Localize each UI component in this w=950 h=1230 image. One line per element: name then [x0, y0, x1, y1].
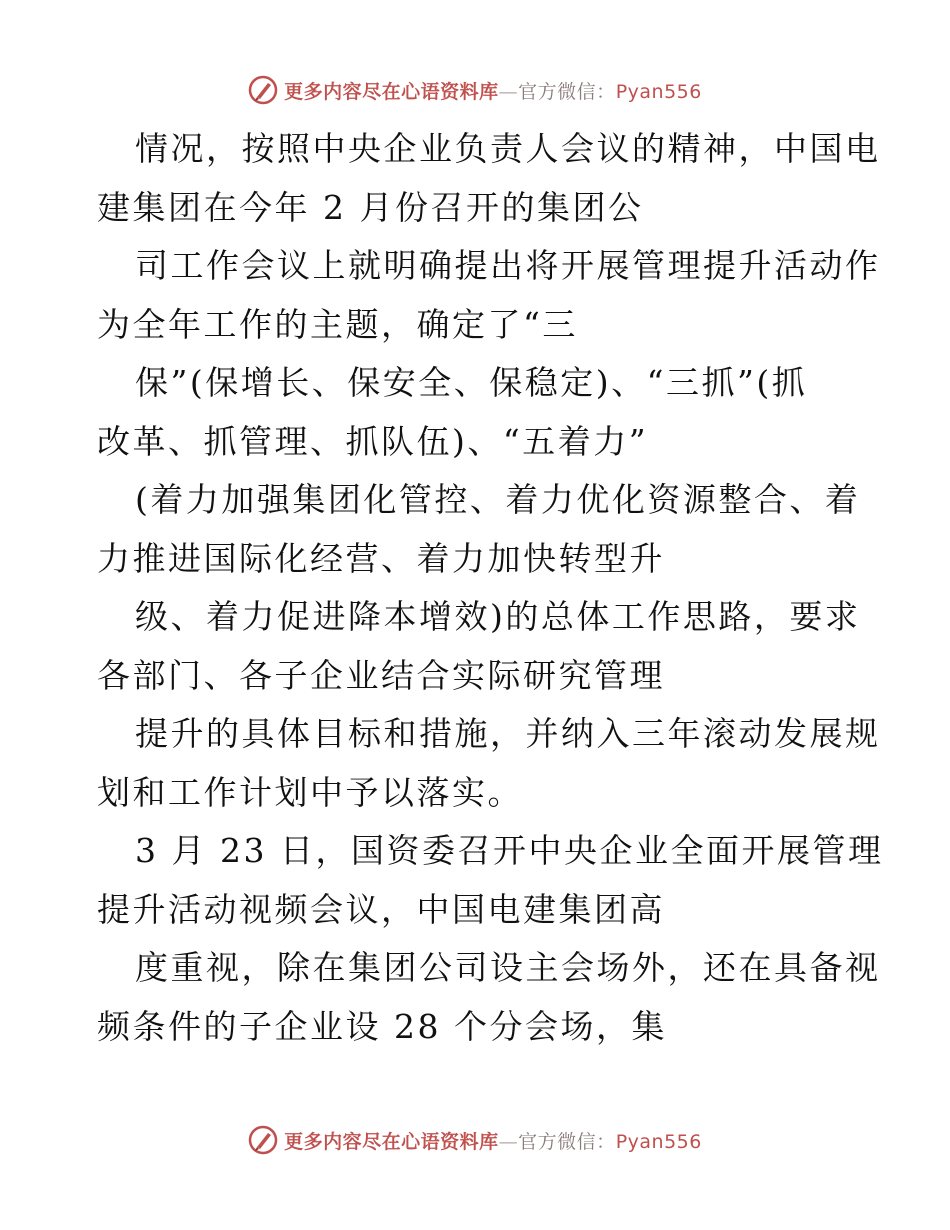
body-line: 各部门、各子企业结合实际研究管理 [97, 655, 665, 695]
body-line: 情况，按照中央企业负责人会议的精神，中国电 [135, 129, 881, 168]
watermark-wechat-id: Pyan556 [615, 1130, 702, 1153]
watermark-wechat-id: Pyan556 [615, 80, 702, 103]
watermark-sub: 官方微信： [518, 1130, 616, 1153]
body-line: 改革、抓管理、抓队伍)、“五着力” [97, 421, 649, 461]
watermark-text [284, 1127, 702, 1154]
body-line: 为全年工作的主题，确定了“三 [97, 304, 578, 344]
body-line: 保”(保增长、保安全、保稳定)、“三抓”(抓 [135, 363, 808, 402]
watermark-text [284, 77, 702, 104]
body-line: 级、着力促进降本增效)的总体工作思路，要求 [135, 597, 861, 636]
body-line: 3 月 23 日，国资委召开中央企业全面开展管理 [135, 831, 884, 870]
header-watermark [0, 72, 950, 108]
body-line: 力推进国际化经营、着力加快转型升 [97, 538, 665, 578]
footer-watermark [0, 1122, 950, 1158]
body-line: 司工作会议上就明确提出将开展管理提升活动作 [135, 246, 881, 285]
quill-pen-logo-icon [248, 1125, 278, 1155]
body-line: 度重视，除在集团公司设主会场外，还在具备视 [135, 948, 881, 987]
watermark-main: 更多内容尽在心语资料库 [284, 1130, 499, 1153]
watermark-main: 更多内容尽在心语资料库 [284, 80, 499, 103]
body-line: (着力加强集团化管控、着力优化资源整合、着 [135, 480, 861, 519]
watermark-dash: — [498, 1130, 519, 1153]
body-line: 建集团在今年 2 月份召开的集团公 [97, 187, 644, 227]
quill-pen-logo-icon [248, 75, 278, 105]
watermark-sub: 官方微信： [518, 80, 616, 103]
body-line: 提升活动视频会议，中国电建集团高 [97, 889, 665, 929]
body-line: 划和工作计划中予以落实。 [97, 772, 523, 812]
body-line: 频条件的子企业设 28 个分会场，集 [97, 1006, 667, 1046]
body-line: 提升的具体目标和措施，并纳入三年滚动发展规 [135, 714, 881, 753]
document-body [97, 120, 884, 1056]
watermark-dash: — [498, 80, 519, 103]
